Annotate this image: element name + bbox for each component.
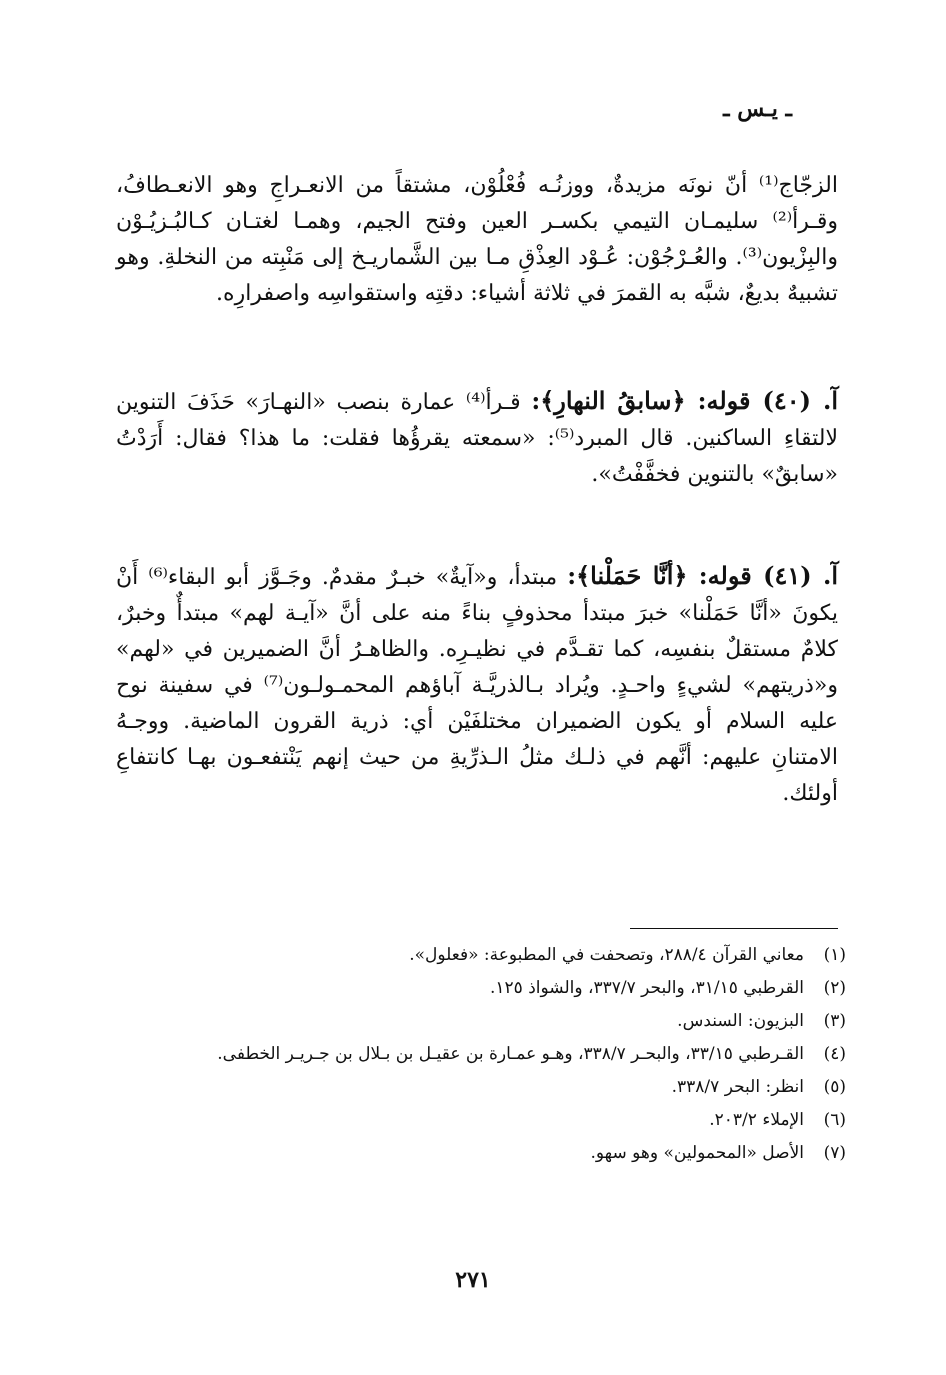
- footnote-number: (٣): [823, 1011, 846, 1031]
- paragraph-1-text: الزجّاج⁽¹⁾ أنّ نونَه مزيدةٌ، ووزنُـه فُعْلُوْن، مشتقاً من الانعـراجِ وهو الانعـطافُ، وقـرأ⁽²⁾ سليمـان التيمي بكسـر العين وفتح الجيم، وهمـا لغتـان كـالبُـزيُـوْن والبِزْيون⁽³⁾. والعُـرْجُوْن: عُـوْد العِذْقِ مـا بين الشَّماريـخ إلى مَنْبِته من النخلةِ. وهو تشبيهٌ بديعٌ، شبَّه به القمرَ في ثلاثة أشياء: دقتِه واستقواسِه واصفرارِه.: [116, 173, 838, 306]
- footnote-item: [130, 1107, 846, 1134]
- verse-heading-41: آ. (٤١) قوله: ﴿أنَّا حَمَلْنا﴾:: [567, 561, 838, 590]
- footnote-item: [130, 1041, 846, 1068]
- paragraph-1: [116, 168, 838, 312]
- paragraph-verse-40: [116, 383, 838, 493]
- footnote-number: (٥): [823, 1077, 846, 1097]
- verse-heading-40: آ. (٤٠) قوله: ﴿سابقُ النهارِ﴾:: [531, 386, 838, 415]
- footnote-item: [130, 1140, 846, 1167]
- footnote-item: [130, 1008, 846, 1035]
- footnote-number: (٧): [823, 1143, 846, 1163]
- footnote-text: الإملاء ٢٠٣/٢.: [709, 1110, 804, 1130]
- paragraph-2-text: قـرأ⁽⁴⁾ عمارة بنصب «النهـارَ» حَذَفَ التنوين لالتقاءِ الساكنين. قال المبرد⁽⁵⁾: «سمعته يقرؤُها فقلت: ما هذا؟ فقال: أَرَدْتُ «سابقٌ» بالتنوين فخفَّفْتُ».: [116, 390, 838, 487]
- footnote-item: [130, 1074, 846, 1101]
- footnote-item: [130, 942, 846, 969]
- footnote-text: انظر: البحر ٣٣٨/٧.: [671, 1077, 804, 1097]
- footnote-number: (٢): [823, 978, 846, 998]
- footnote-number: (٦): [823, 1110, 846, 1130]
- paragraph-verse-41: [116, 558, 838, 812]
- footnote-text: القرطبي ٣١/١٥، والبحر ٣٣٧/٧، والشواذ ١٢٥.: [489, 978, 804, 998]
- footnote-text: البزيون: السندس.: [677, 1011, 804, 1031]
- footnote-text: الأصل «المحمولين» وهو سهو.: [590, 1143, 804, 1163]
- page-header: ـ يـس ـ: [723, 96, 792, 122]
- paragraph-3-text: مبتدأ، و«آيةٌ» خبـرٌ مقدمٌ. وجَـوَّز أبو البقاء⁽⁶⁾ أَنْ يكونَ «أنَّا حَمَلْنا» خبرَ مبتدأ محذوفٍ بناءً منه على أنَّ «آيـة لهم» مبتدأٌ وخبرٌ، كلامٌ مستقلٌ بنفسِه، كما تقـدَّم في نظيـرِه. والظاهـرُ أنَّ الضميرين في «لهم» و«ذريتهم» لشيءٍ واحـدٍ. ويُراد بـالذريَّـة آباؤهم المحمـولـون⁽⁷⁾ في سفينة نوح عليه السلام أو يكون الضميران مختلفَيْن أي: ذرية القرون الماضية. ووجـهُ الامتنانِ عليهم: أنَّهم في ذلـك مثلُ الـذرِّيةِ من حيث إنهم يَنْتفعـون بهـا كانتفاعِ أولئك.: [116, 565, 838, 806]
- footnote-text: القـرطبي ٣٣/١٥، والبحـر ٣٣٨/٧، وهـو عمـارة بن عقيـل بن بـلال بن جـريـر الخطفى.: [217, 1044, 804, 1064]
- footnotes-list: [130, 942, 846, 1173]
- footnote-number: (٤): [823, 1044, 846, 1064]
- footnote-number: (١): [823, 945, 846, 965]
- footnote-item: [130, 975, 846, 1002]
- footnote-text: معاني القرآن ٢٨٨/٤، وتصحفت في المطبوعة: «فعلول».: [409, 945, 804, 965]
- page-number: ٢٧١: [455, 1267, 491, 1293]
- footnote-divider: [630, 928, 838, 929]
